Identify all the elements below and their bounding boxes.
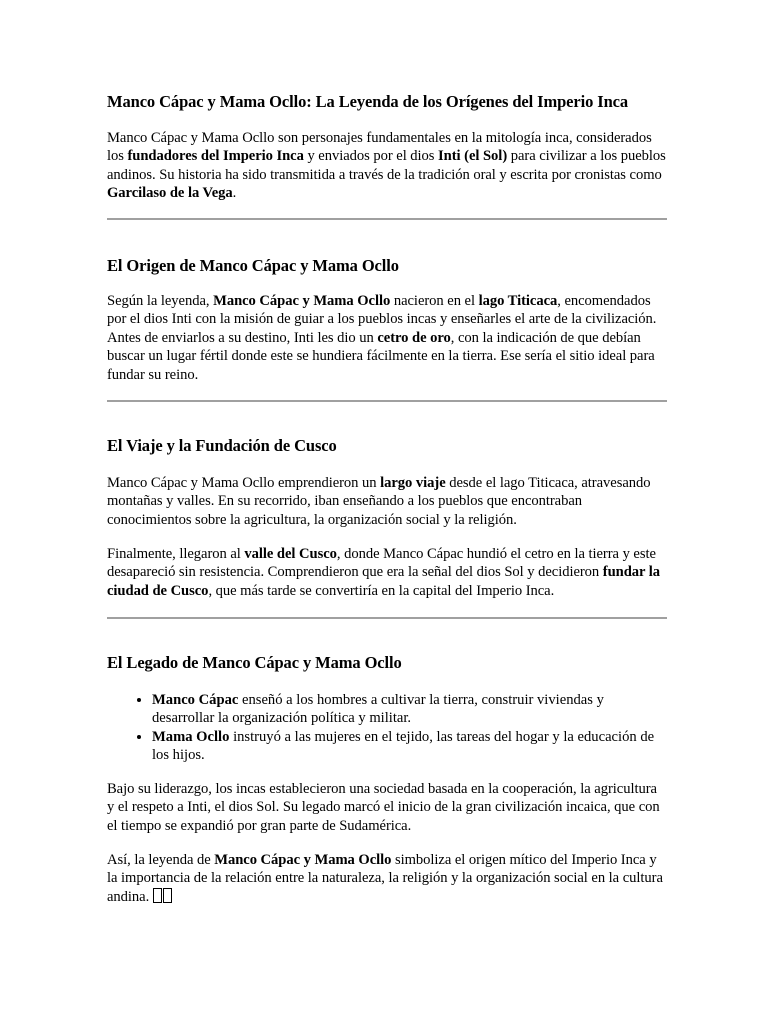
legacy-bullet-1-text: enseñó a los hombres a cultivar la tierra, construir viviendas y desarrollar la organización política y militar.: [152, 692, 604, 727]
divider-3: [107, 617, 667, 619]
section-journey-paragraph-2: [107, 545, 667, 600]
intro-bold-1: fundadores del Imperio Inca: [127, 148, 304, 165]
list-item: [152, 728, 667, 765]
journey-p1-text-1: Manco Cápac y Mama Ocllo emprendieron un: [107, 475, 381, 491]
journey-p1-bold-1: largo viaje: [380, 475, 446, 491]
origin-bold-2: lago Titicaca: [478, 293, 558, 309]
origin-bold-1: Manco Cápac y Mama Ocllo: [213, 293, 391, 309]
section-legacy-paragraph-2: [107, 851, 667, 906]
journey-p2-text-2: , donde Manco Cápac hundió el cetro en la tierra y este desapareció sin resistencia. Comprendieron que era la señal del dios Sol y decidieron: [107, 546, 656, 581]
section-origin-paragraph: [107, 292, 667, 384]
section-legacy-heading: El Legado de Manco Cápac y Mama Ocllo: [107, 653, 402, 672]
document-title: Manco Cápac y Mama Ocllo: La Leyenda de los Orígenes del Imperio Inca: [107, 92, 629, 111]
origin-text-2: nacieron en el: [390, 293, 479, 309]
intro-text-3: para civilizar a los pueblos andinos. Su historia ha sido transmitida a través de la tradición oral y escrita por cronistas como: [107, 148, 666, 183]
journey-p2-text-1: Finalmente, llegaron al: [107, 546, 245, 562]
legacy-bullet-1-bold: Manco Cápac: [152, 692, 239, 708]
journey-p1-text-2: desde el lago Titicaca, atravesando montañas y valles. En su recorrido, iban enseñando a los pueblos que encontraban conocimientos sobre la agricultura, la organización social y la religión.: [107, 475, 651, 528]
origin-bold-3: cetro de oro: [377, 329, 451, 346]
intro-bold-3: Garcilaso de la Vega: [107, 185, 233, 202]
origin-text-4: , con la indicación de que debían buscar un lugar fértil donde este se hundiera fácilmente en la tierra. Ese sería el sitio ideal para fundar su reino.: [107, 329, 655, 383]
legacy-p2-text-2: simboliza el origen mítico del Imperio Inca y la importancia de la relación entre la naturaleza, la religión y la organización social en la cultura andina.: [107, 852, 663, 905]
legacy-list: [107, 691, 667, 765]
journey-p2-bold-1: valle del Cusco: [244, 546, 337, 562]
intro-text-4: .: [232, 185, 237, 202]
origin-text-1: Según la leyenda,: [107, 293, 214, 309]
section-legacy-paragraph-1: Bajo su liderazgo, los incas establecieron una sociedad basada en la cooperación, la agricultura y el respeto a Inti, el dios Sol. Su legado marcó el inicio de la gran civilización incaica, que con el tiempo se expandió por gran parte de Sudamérica.: [107, 781, 660, 834]
intro-text-1: Manco Cápac y Mama Ocllo son personajes fundamentales en la mitología inca, considerados los: [107, 130, 652, 165]
journey-p2-text-3: , que más tarde se convertiría en la capital del Imperio Inca.: [208, 582, 555, 599]
divider-2: [107, 400, 667, 402]
missing-glyph-icon: [163, 888, 172, 903]
section-origin-heading: El Origen de Manco Cápac y Mama Ocllo: [107, 256, 399, 275]
list-item: [152, 691, 667, 728]
missing-glyph-icon: [153, 888, 162, 903]
intro-paragraph: [107, 129, 667, 203]
intro-bold-2: Inti (el Sol): [438, 148, 508, 165]
intro-text-2: y enviados por el dios: [303, 148, 439, 165]
section-journey-heading: El Viaje y la Fundación de Cusco: [107, 436, 337, 455]
legacy-bullet-2-text: instruyó a las mujeres en el tejido, las tareas del hogar y la educación de los hijos.: [152, 728, 655, 764]
legacy-p2-text-1: Así, la leyenda de: [107, 852, 215, 868]
legacy-p2-bold-1: Manco Cápac y Mama Ocllo: [214, 852, 392, 868]
origin-text-3: , encomendados por el dios Inti con la misión de guiar a los pueblos incas y enseñarles el arte de la civilización. Antes de enviarlos a su destino, Inti les dio un: [107, 293, 657, 346]
legacy-bullet-2-bold: Mama Ocllo: [152, 728, 230, 745]
journey-p2-bold-2: fundar la ciudad de Cusco: [107, 564, 661, 599]
section-journey-paragraph-1: [107, 474, 667, 529]
divider-1: [107, 218, 667, 220]
